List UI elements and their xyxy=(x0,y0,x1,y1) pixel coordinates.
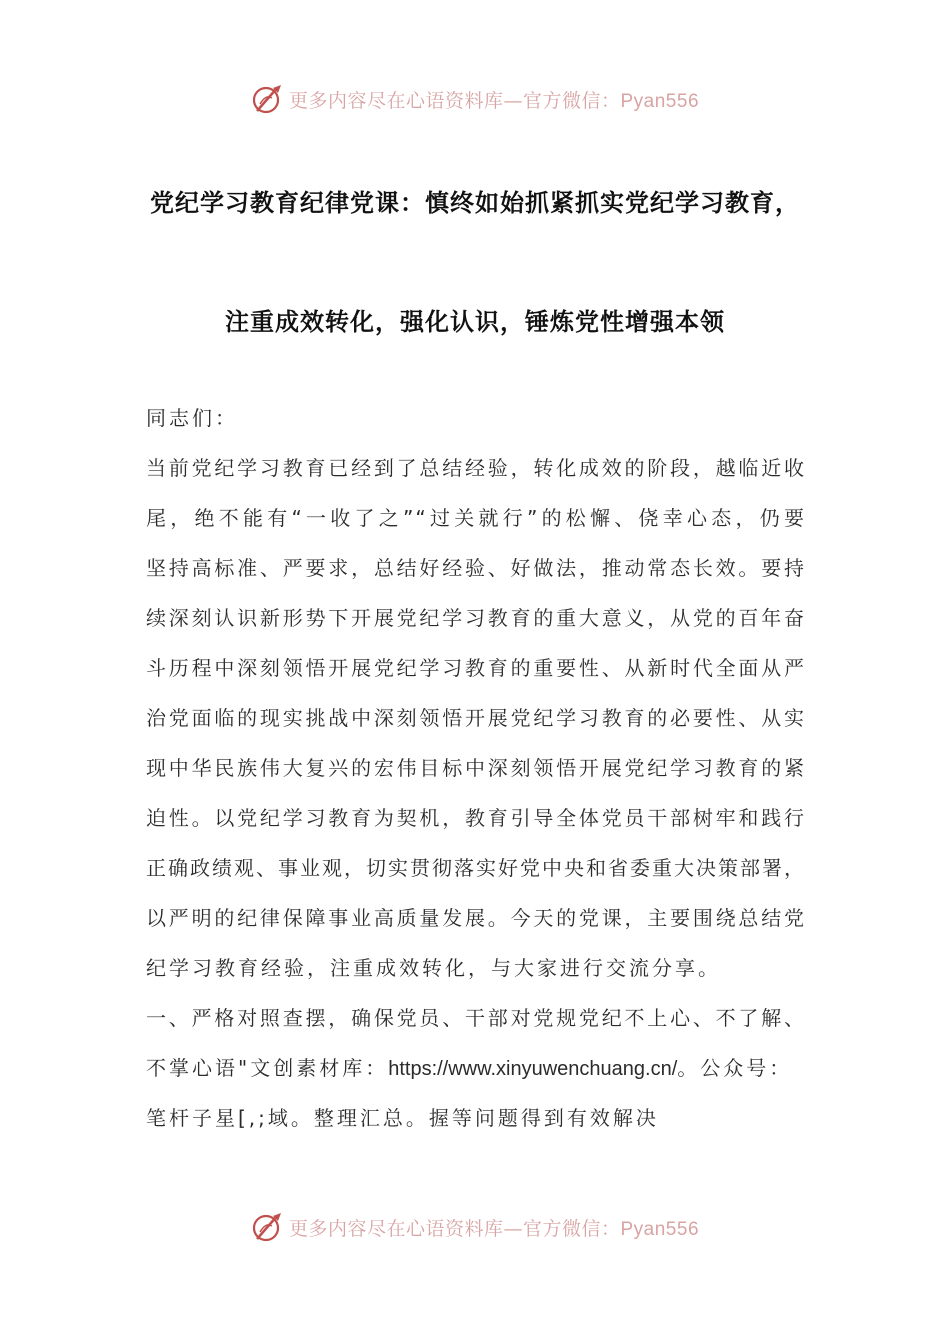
footer-banner-text: 更多内容尽在心语资料库—官方微信：Pyan556 xyxy=(288,1217,700,1240)
footer-wechat-id: Pyan556 xyxy=(620,1218,700,1240)
paragraph-line: 迫性。以党纪学习教育为契机，教育引导全体党员干部树牢和践行 xyxy=(146,806,806,830)
footer-banner xyxy=(0,1210,950,1244)
section-line-with-url xyxy=(146,1043,806,1093)
section-line-prefix: 不掌心语"文创素材库： xyxy=(146,1056,389,1080)
pen-logo-icon xyxy=(251,82,285,116)
document-body xyxy=(146,393,806,1143)
paragraph-line: 正确政绩观、事业观，切实贯彻落实好党中央和省委重大决策部署， xyxy=(146,856,806,880)
pen-logo-icon xyxy=(251,1210,285,1244)
paragraph-line: 治党面临的现实挑战中深刻领悟开展党纪学习教育的必要性、从实 xyxy=(146,706,806,730)
paragraph-line: 尾，绝不能有“一收了之”“过关就行”的松懈、侥幸心态，仍要 xyxy=(146,506,806,530)
greeting: 同志们： xyxy=(146,406,238,430)
paragraph-line: 现中华民族伟大复兴的宏伟目标中深刻领悟开展党纪学习教育的紧 xyxy=(146,756,806,780)
header-banner xyxy=(0,82,950,116)
header-wechat-id: Pyan556 xyxy=(620,90,700,112)
paragraph-line: 纪学习教育经验，注重成效转化，与大家进行交流分享。 xyxy=(146,956,721,980)
document-title-line-1: 党纪学习教育纪律党课：慎终如始抓紧抓实党纪学习教育， xyxy=(150,188,800,217)
paragraph-line: 以严明的纪律保障事业高质量发展。今天的党课，主要围绕总结党 xyxy=(146,906,806,930)
section-line-suffix: 。公众号： xyxy=(677,1056,793,1080)
paragraph-line: 续深刻认识新形势下开展党纪学习教育的重大意义，从党的百年奋 xyxy=(146,606,806,630)
document-title-line-2: 注重成效转化，强化认识，锤炼党性增强本领 xyxy=(225,307,725,336)
header-banner-text: 更多内容尽在心语资料库—官方微信：Pyan556 xyxy=(288,89,700,112)
section-heading-line: 一、严格对照查摆，确保党员、干部对党规党纪不上心、不了解、 xyxy=(146,1006,806,1030)
paragraph-line: 斗历程中深刻领悟开展党纪学习教育的重要性、从新时代全面从严 xyxy=(146,656,806,680)
paragraph-line: 当前党纪学习教育已经到了总结经验，转化成效的阶段，越临近收 xyxy=(146,456,806,480)
website-link[interactable]: https://www.xinyuwenchuang.cn/ xyxy=(388,1058,678,1080)
section-line: 笔杆子星[,;域。整理汇总。握等问题得到有效解决 xyxy=(146,1106,659,1130)
paragraph-line: 坚持高标准、严要求，总结好经验、好做法，推动常态长效。要持 xyxy=(146,556,806,580)
